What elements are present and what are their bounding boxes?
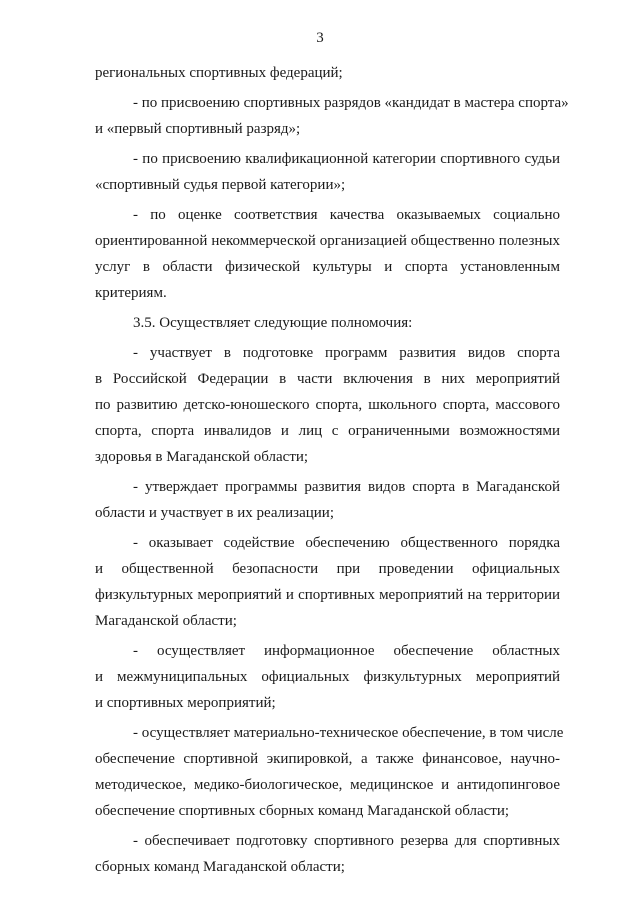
text-line: - осуществляет информационное обеспечение областных (133, 643, 560, 659)
paragraph-material-support (95, 720, 564, 824)
text-line: - осуществляет материально-техническое обеспечение, в том числе (133, 725, 564, 741)
text-line: в Российской Федерации в части включения в них мероприятий (95, 371, 560, 387)
text-line: - по присвоению квалификационной категории спортивного судьи (133, 151, 560, 167)
page-number: 3 (316, 30, 324, 46)
text-line: - по оценке соответствия качества оказываемых социально (133, 207, 560, 223)
text-line: - обеспечивает подготовку спортивного резерва для спортивных (133, 833, 560, 849)
paragraph-approve-programs (95, 474, 560, 526)
paragraph-development-programs (95, 340, 560, 470)
text-line: услуг в области физической культуры и спорта установленным (95, 259, 560, 275)
text-line: области и участвует в их реализации; (95, 505, 335, 521)
text-line: ориентированной некоммерческой организацией общественно полезных (95, 233, 560, 249)
text-line: спорта, спорта инвалидов и лиц с ограниченными возможностями (95, 423, 560, 439)
paragraph-referee-category (95, 146, 560, 198)
text-line: методическое, медико-биологическое, медицинское и антидопинговое (95, 777, 560, 793)
paragraph-sports-ranks (95, 90, 569, 142)
text-line: здоровья в Магаданской области; (95, 449, 309, 465)
text-line: обеспечение спортивных сборных команд Магаданской области; (95, 803, 510, 819)
text-line: - утверждает программы развития видов спорта в Магаданской (133, 479, 560, 495)
text-line: региональных спортивных федераций; (95, 65, 343, 81)
text-line: физкультурных мероприятий и спортивных мероприятий на территории (95, 587, 560, 603)
paragraph-sports-reserve (95, 828, 560, 880)
paragraph-regional-federations (95, 60, 560, 86)
paragraph-quality-assessment (95, 202, 560, 306)
text-line: и общественной безопасности при проведении официальных (95, 561, 560, 577)
text-line: «спортивный судья первой категории»; (95, 177, 346, 193)
text-line: - по присвоению спортивных разрядов «кандидат в мастера спорта» (133, 95, 569, 111)
text-line: 3.5. Осуществляет следующие полномочия: (133, 315, 413, 331)
text-line: Магаданской области; (95, 613, 237, 629)
text-line: - участвует в подготовке программ развития видов спорта (133, 345, 560, 361)
text-line: обеспечение спортивной экипировкой, а также финансовое, научно- (95, 751, 560, 767)
paragraph-public-order (95, 530, 560, 634)
text-line: - оказывает содействие обеспечению общественного порядка (133, 535, 560, 551)
text-line: сборных команд Магаданской области; (95, 859, 345, 875)
paragraph-information-support (95, 638, 560, 716)
text-line: критериям. (95, 285, 167, 301)
text-line: и спортивных мероприятий; (95, 695, 276, 711)
section-heading-3-5 (95, 310, 560, 336)
text-line: и «первый спортивный разряд»; (95, 121, 301, 137)
text-line: по развитию детско-юношеского спорта, школьного спорта, массового (95, 397, 560, 413)
document-body (95, 60, 569, 880)
text-line: и межмуниципальных официальных физкультурных мероприятий (95, 669, 560, 685)
